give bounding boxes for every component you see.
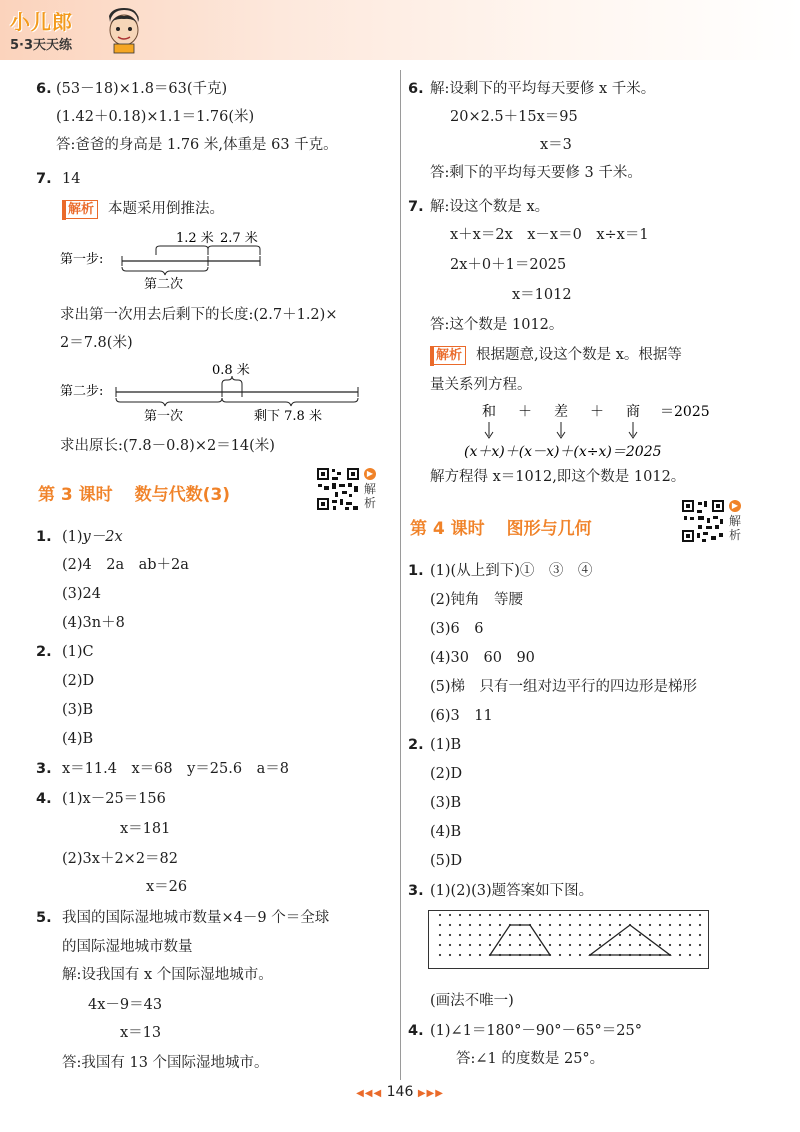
r-s1-d: (4)30 60 90 bbox=[430, 650, 535, 666]
grid-dot bbox=[569, 934, 571, 936]
brand-logo bbox=[8, 6, 148, 60]
s5-number: 5. bbox=[36, 910, 52, 926]
step1-calc-a: 求出第一次用去后剩下的长度:(2.7＋1.2)× bbox=[60, 307, 338, 323]
grid-dot bbox=[699, 934, 701, 936]
grid-dot bbox=[649, 914, 651, 916]
grid-dot bbox=[499, 944, 501, 946]
grid-dot bbox=[449, 954, 451, 956]
grid-dot bbox=[519, 944, 521, 946]
grid-dot bbox=[599, 944, 601, 946]
play-arrow-icon[interactable]: ▶ bbox=[729, 500, 741, 512]
grid-dot bbox=[669, 924, 671, 926]
step1-under: 第二次 bbox=[144, 277, 184, 292]
lesson4-topic: 图形与几何 bbox=[506, 519, 592, 539]
lesson3-title bbox=[38, 480, 230, 505]
r-s1-c: (3)6 6 bbox=[430, 621, 484, 637]
step1-m1: 1.2 米 bbox=[176, 231, 214, 246]
grid-dot bbox=[639, 914, 641, 916]
s5-line-3: 解:设我国有 x 个国际湿地城市。 bbox=[62, 967, 273, 983]
qr-label: 解析 bbox=[363, 482, 376, 510]
s5-line-2: 的国际湿地城市数量 bbox=[62, 939, 193, 955]
eq-equals: ＝2025 bbox=[660, 404, 710, 420]
r-q7-analysis bbox=[430, 346, 682, 365]
grid-dot bbox=[449, 944, 451, 946]
s1-a: (1)y－2x bbox=[62, 529, 123, 545]
grid-dot bbox=[479, 914, 481, 916]
r-q6-number: 6. bbox=[408, 81, 424, 97]
grid-dot bbox=[579, 934, 581, 936]
q6-line-1: (53－18)×1.8＝63(千克) bbox=[56, 81, 228, 97]
r-q7-line-2: x＋x＝2x x－x＝0 x÷x＝1 bbox=[450, 227, 649, 243]
q7-analysis bbox=[62, 200, 224, 219]
r-s2-c: (3)B bbox=[430, 795, 462, 811]
grid-dot bbox=[479, 944, 481, 946]
grid-dot bbox=[539, 934, 541, 936]
page-number: 146 bbox=[386, 1084, 414, 1100]
q6-number: 6. bbox=[36, 81, 52, 97]
grid-dot bbox=[509, 914, 511, 916]
s1-number: 1. bbox=[36, 529, 52, 545]
r-q7-line-1: 解:设这个数是 x。 bbox=[430, 199, 550, 215]
grid-dot bbox=[459, 954, 461, 956]
eq-expression: (x＋x)＋(x－x)＋(x÷x)＝2025 bbox=[464, 444, 662, 460]
grid-dot bbox=[679, 914, 681, 916]
r-s1-b: (2)钝角 等腰 bbox=[430, 592, 524, 608]
grid-dot bbox=[549, 914, 551, 916]
grid-dot bbox=[579, 914, 581, 916]
grid-dot bbox=[599, 934, 601, 936]
r-q7-line-4: x＝1012 bbox=[512, 287, 572, 303]
s1-b: (2)4 2a ab＋2a bbox=[62, 557, 189, 573]
analysis-note-1: 根据题意,设这个数是 x。根据等 bbox=[476, 347, 682, 363]
grid-dot bbox=[699, 954, 701, 956]
grid-dot bbox=[469, 954, 471, 956]
grid-dot bbox=[639, 934, 641, 936]
grid-dot bbox=[549, 944, 551, 946]
grid-dot bbox=[619, 914, 621, 916]
r-s1-a: (1)(从上到下)① ③ ④ bbox=[430, 563, 593, 579]
grid-dot bbox=[469, 914, 471, 916]
grid-dot bbox=[569, 924, 571, 926]
r-s4-line-1: (1)∠1＝180°－90°－65°＝25° bbox=[430, 1023, 642, 1039]
grid-dot bbox=[609, 914, 611, 916]
grid-dot bbox=[699, 924, 701, 926]
grid-dot bbox=[689, 944, 691, 946]
grid-dot bbox=[699, 914, 701, 916]
grid-dot bbox=[559, 954, 561, 956]
grid-dot bbox=[529, 914, 531, 916]
r-q6-answer: 答:剩下的平均每天要修 3 千米。 bbox=[430, 165, 642, 181]
grid-dot bbox=[629, 934, 631, 936]
s4-a: (1)x－25＝156 bbox=[62, 791, 166, 807]
grid-dot bbox=[589, 924, 591, 926]
grid-dot bbox=[459, 944, 461, 946]
r-s1-f: (6)3 11 bbox=[430, 708, 493, 724]
grid-dot bbox=[539, 944, 541, 946]
grid-dot bbox=[479, 934, 481, 936]
grid-dot bbox=[529, 944, 531, 946]
grid-dot bbox=[569, 954, 571, 956]
grid-dot bbox=[449, 914, 451, 916]
grid-dot bbox=[679, 924, 681, 926]
grid-dot bbox=[579, 944, 581, 946]
r-q6-line-1: 解:设剩下的平均每天要修 x 千米。 bbox=[430, 81, 656, 97]
lesson4-title bbox=[410, 514, 592, 539]
grid-dot bbox=[499, 934, 501, 936]
s1-c: (3)24 bbox=[62, 586, 101, 602]
grid-dot bbox=[629, 914, 631, 916]
s2-d: (4)B bbox=[62, 731, 94, 747]
grid-dot bbox=[649, 944, 651, 946]
grid-dot bbox=[489, 944, 491, 946]
grid-dot bbox=[679, 954, 681, 956]
grid-dot bbox=[459, 924, 461, 926]
step1-diagram bbox=[56, 225, 276, 293]
s4-b: (2)3x＋2×2＝82 bbox=[62, 851, 178, 867]
s5-line-4: 4x－9＝43 bbox=[88, 997, 163, 1013]
grid-dot bbox=[439, 914, 441, 916]
grid-dot bbox=[439, 934, 441, 936]
grid-dot bbox=[519, 914, 521, 916]
r-q7-answer: 答:这个数是 1012。 bbox=[430, 317, 564, 333]
grid-dot bbox=[659, 934, 661, 936]
prev-arrows-icon: ◀◀◀ bbox=[356, 1088, 383, 1099]
grid-dot bbox=[609, 944, 611, 946]
q7-answer: 14 bbox=[62, 171, 81, 187]
s4-number: 4. bbox=[36, 791, 52, 807]
grid-dot bbox=[619, 944, 621, 946]
s3-text: x＝11.4 x＝68 y＝25.6 a＝8 bbox=[62, 761, 289, 777]
grid-dot bbox=[549, 924, 551, 926]
grid-dot bbox=[559, 934, 561, 936]
grid-dot bbox=[599, 914, 601, 916]
analysis-note: 本题采用倒推法。 bbox=[108, 201, 225, 217]
grid-dot bbox=[609, 934, 611, 936]
r-s2-a: (1)B bbox=[430, 737, 462, 753]
grid-dot bbox=[479, 954, 481, 956]
r-s1-number: 1. bbox=[408, 563, 424, 579]
grid-dot bbox=[589, 934, 591, 936]
grid-dot bbox=[529, 934, 531, 936]
step2-diagram bbox=[56, 360, 376, 430]
r-s4-number: 4. bbox=[408, 1023, 424, 1039]
r-s2-b: (2)D bbox=[430, 766, 463, 782]
grid-dot bbox=[649, 934, 651, 936]
grid-dot bbox=[489, 934, 491, 936]
column-divider bbox=[400, 70, 401, 1080]
step2-calc: 求出原长:(7.8－0.8)×2＝14(米) bbox=[60, 438, 275, 454]
r-s1-e: (5)梯 只有一组对边平行的四边形是梯形 bbox=[430, 679, 698, 695]
s4-b-result: x＝26 bbox=[146, 879, 188, 895]
grid-dot bbox=[699, 944, 701, 946]
r-s4-answer: 答:∠1 的度数是 25°。 bbox=[456, 1051, 605, 1067]
q6-line-2: (1.42＋0.18)×1.1＝1.76(米) bbox=[56, 109, 255, 125]
grid-dot bbox=[569, 914, 571, 916]
grid-dot bbox=[669, 934, 671, 936]
s2-a: (1)C bbox=[62, 644, 94, 660]
s5-line-5: x＝13 bbox=[120, 1025, 162, 1041]
grid-dot bbox=[439, 944, 441, 946]
grid-dot bbox=[509, 934, 511, 936]
s5-answer: 答:我国有 13 个国际湿地城市。 bbox=[62, 1055, 269, 1071]
grid-dot bbox=[479, 924, 481, 926]
grid-dot bbox=[459, 934, 461, 936]
analysis-tag: 解析 bbox=[430, 346, 466, 365]
grid-dot bbox=[639, 944, 641, 946]
eq-word-he: 和 bbox=[482, 404, 496, 420]
step1-label: 第一步: bbox=[60, 252, 104, 267]
grid-dot bbox=[539, 924, 541, 926]
r-q7-line-3: 2x＋0＋1＝2025 bbox=[450, 257, 567, 273]
grid-dot bbox=[589, 914, 591, 916]
equation-diagram bbox=[462, 400, 722, 466]
step2-label: 第二步: bbox=[60, 384, 104, 399]
r-q6-line-3: x＝3 bbox=[540, 137, 572, 153]
s2-c: (3)B bbox=[62, 702, 94, 718]
s1-d: (4)3n＋8 bbox=[62, 615, 125, 631]
grid-dot bbox=[589, 944, 591, 946]
r-s3-line-1: (1)(2)(3)题答案如下图。 bbox=[430, 883, 594, 899]
qr-label: 解析 bbox=[728, 514, 741, 542]
grid-dot bbox=[449, 934, 451, 936]
lesson3-number: 第 3 课时 bbox=[38, 485, 113, 505]
grid-dot bbox=[559, 924, 561, 926]
r-s2-e: (5)D bbox=[430, 853, 463, 869]
eq-plus-1: ＋ bbox=[518, 404, 532, 420]
r-s3-note: (画法不唯一) bbox=[430, 993, 514, 1009]
grid-dot bbox=[559, 914, 561, 916]
next-arrows-icon: ▶▶▶ bbox=[417, 1088, 444, 1099]
grid-dot bbox=[659, 924, 661, 926]
s5-line-1: 我国的国际湿地城市数量×4－9 个＝全球 bbox=[62, 910, 330, 926]
grid-dot bbox=[619, 924, 621, 926]
grid-dot bbox=[499, 924, 501, 926]
grid-dot bbox=[679, 934, 681, 936]
s3-number: 3. bbox=[36, 761, 52, 777]
r-s2-d: (4)B bbox=[430, 824, 462, 840]
grid-dot bbox=[439, 954, 441, 956]
s2-b: (2)D bbox=[62, 673, 95, 689]
s2-number: 2. bbox=[36, 644, 52, 660]
grid-dot bbox=[619, 934, 621, 936]
grid-dot bbox=[569, 944, 571, 946]
q6-answer: 答:爸爸的身高是 1.76 米,体重是 63 千克。 bbox=[56, 137, 338, 153]
play-arrow-icon[interactable]: ▶ bbox=[364, 468, 376, 480]
grid-dot bbox=[669, 944, 671, 946]
eq-word-shang: 商 bbox=[626, 404, 640, 420]
grid-dot bbox=[469, 924, 471, 926]
step1-m2: 2.7 米 bbox=[220, 231, 258, 246]
grid-dot bbox=[689, 954, 691, 956]
grid-dot bbox=[639, 924, 641, 926]
r-s2-number: 2. bbox=[408, 737, 424, 753]
lesson4-number: 第 4 课时 bbox=[410, 519, 485, 539]
grid-dot bbox=[539, 914, 541, 916]
grid-dot bbox=[489, 914, 491, 916]
step2-top: 0.8 米 bbox=[212, 363, 250, 378]
grid-dot bbox=[679, 944, 681, 946]
grid-dot bbox=[649, 924, 651, 926]
grid-dot bbox=[489, 924, 491, 926]
qr-code-icon[interactable] bbox=[680, 498, 726, 544]
grid-dot bbox=[559, 944, 561, 946]
qr-code-icon[interactable] bbox=[315, 466, 361, 512]
grid-dot bbox=[579, 954, 581, 956]
grid-dot bbox=[629, 944, 631, 946]
step2-u2: 剩下 7.8 米 bbox=[254, 409, 322, 424]
s4-a-result: x＝181 bbox=[120, 821, 171, 837]
grid-dot bbox=[579, 924, 581, 926]
grid-dot bbox=[469, 944, 471, 946]
grid-dot bbox=[659, 944, 661, 946]
dot-grid-figure bbox=[428, 910, 710, 970]
lesson3-topic: 数与代数(3) bbox=[134, 485, 231, 505]
grid-dot bbox=[519, 934, 521, 936]
analysis-tag: 解析 bbox=[62, 200, 98, 219]
eq-plus-2: ＋ bbox=[590, 404, 604, 420]
grid-dot bbox=[459, 914, 461, 916]
analysis-note-2: 量关系列方程。 bbox=[430, 377, 532, 393]
grid-dot bbox=[689, 914, 691, 916]
grid-dot bbox=[449, 924, 451, 926]
grid-dot bbox=[659, 914, 661, 916]
brand-subtitle: 5·3天天练 bbox=[10, 38, 73, 53]
grid-dot bbox=[609, 924, 611, 926]
step2-u1: 第一次 bbox=[144, 409, 184, 424]
grid-dot bbox=[689, 934, 691, 936]
page-footer bbox=[0, 1084, 800, 1100]
grid-dot bbox=[509, 944, 511, 946]
brand-name: 小儿郎 bbox=[10, 10, 73, 34]
grid-dot bbox=[499, 914, 501, 916]
r-q7-conclusion: 解方程得 x＝1012,即这个数是 1012。 bbox=[430, 469, 686, 485]
grid-dot bbox=[469, 934, 471, 936]
grid-dot bbox=[599, 924, 601, 926]
grid-dot bbox=[689, 924, 691, 926]
step1-calc-b: 2＝7.8(米) bbox=[60, 335, 133, 351]
r-q6-line-2: 20×2.5＋15x＝95 bbox=[450, 109, 578, 125]
grid-dot bbox=[669, 914, 671, 916]
eq-word-cha: 差 bbox=[554, 404, 568, 420]
r-s3-number: 3. bbox=[408, 883, 424, 899]
q7-number: 7. bbox=[36, 171, 52, 187]
r-q7-number: 7. bbox=[408, 199, 424, 215]
grid-dot bbox=[549, 934, 551, 936]
grid-dot bbox=[439, 924, 441, 926]
mascot-icon bbox=[104, 8, 144, 54]
